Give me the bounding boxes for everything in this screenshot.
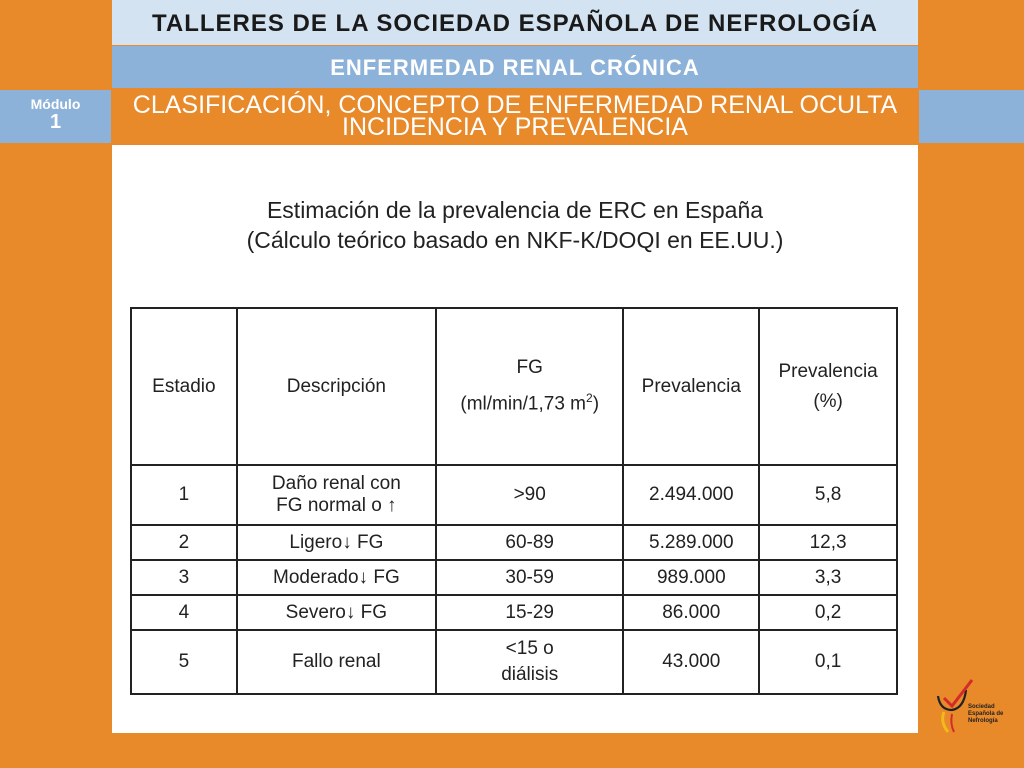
main-title: TALLERES DE LA SOCIEDAD ESPAÑOLA DE NEFROLOGÍA (112, 0, 918, 45)
cell-prevalence: 43.000 (623, 630, 759, 694)
cell-pct: 0,2 (759, 595, 897, 630)
sen-logo-text: Sociedad Española de Nefrología (968, 704, 1004, 724)
cell-description: Severo↓ FG (237, 595, 436, 630)
cell-description: Fallo renal (237, 630, 436, 694)
module-title (112, 90, 918, 143)
cell-pct: 5,8 (759, 465, 897, 525)
cell-prevalence: 5.289.000 (623, 525, 759, 560)
heading-line2: (Cálculo teórico basado en NKF-K/DOQI en EE.UU.) (246, 227, 784, 253)
header-fg (436, 308, 623, 465)
header-description: Descripción (237, 308, 436, 465)
slide-heading (112, 195, 918, 255)
header-fg-unit: (ml/min/1,73 $m^2$) (460, 391, 600, 415)
table-row (131, 630, 897, 694)
cell-fg: >90 (436, 465, 623, 525)
cell-fg: 60-89 (436, 525, 623, 560)
subtitle: ENFERMEDAD RENAL CRÓNICA (112, 46, 918, 88)
prevalence-table (130, 307, 898, 695)
table-row (131, 465, 897, 525)
cell-stage: 5 (131, 630, 237, 694)
cell-pct: 0,1 (759, 630, 897, 694)
cell-stage: 3 (131, 560, 237, 595)
cell-prevalence: 86.000 (623, 595, 759, 630)
table-row (131, 525, 897, 560)
module-title-line2: INCIDENCIA Y PREVALENCIA (342, 113, 688, 141)
cell-pct: 3,3 (759, 560, 897, 595)
right-blue-block (919, 90, 1024, 143)
module-badge (0, 90, 111, 143)
header-prevalence: Prevalencia (623, 308, 759, 465)
header-stage: Estadio (131, 308, 237, 465)
cell-prevalence: 2.494.000 (623, 465, 759, 525)
module-label: Módulo (30, 96, 81, 112)
cell-fg: 30-59 (436, 560, 623, 595)
header-fg-label: FG (516, 357, 543, 379)
heading-line1: Estimación de la prevalencia de ERC en España (266, 197, 764, 223)
cell-prevalence: 989.000 (623, 560, 759, 595)
cell-pct: 12,3 (759, 525, 897, 560)
module-number: 1 (49, 111, 62, 133)
table-row (131, 560, 897, 595)
cell-description: Moderado↓ FG (237, 560, 436, 595)
header-prevalence-pct: Prevalencia (%) (759, 308, 897, 465)
table-row (131, 595, 897, 630)
cell-fg: <15 o diálisis (436, 630, 623, 694)
cell-stage: 1 (131, 465, 237, 525)
content-panel (112, 145, 918, 733)
cell-description: Ligero↓ FG (237, 525, 436, 560)
cell-fg: 15-29 (436, 595, 623, 630)
cell-description: Daño renal con FG normal o ↑ (237, 465, 436, 525)
table-header-row (131, 308, 897, 465)
cell-stage: 4 (131, 595, 237, 630)
cell-stage: 2 (131, 525, 237, 560)
module-title-line1: CLASIFICACIÓN, CONCEPTO DE ENFERMEDAD RENAL OCULTA (132, 91, 898, 119)
